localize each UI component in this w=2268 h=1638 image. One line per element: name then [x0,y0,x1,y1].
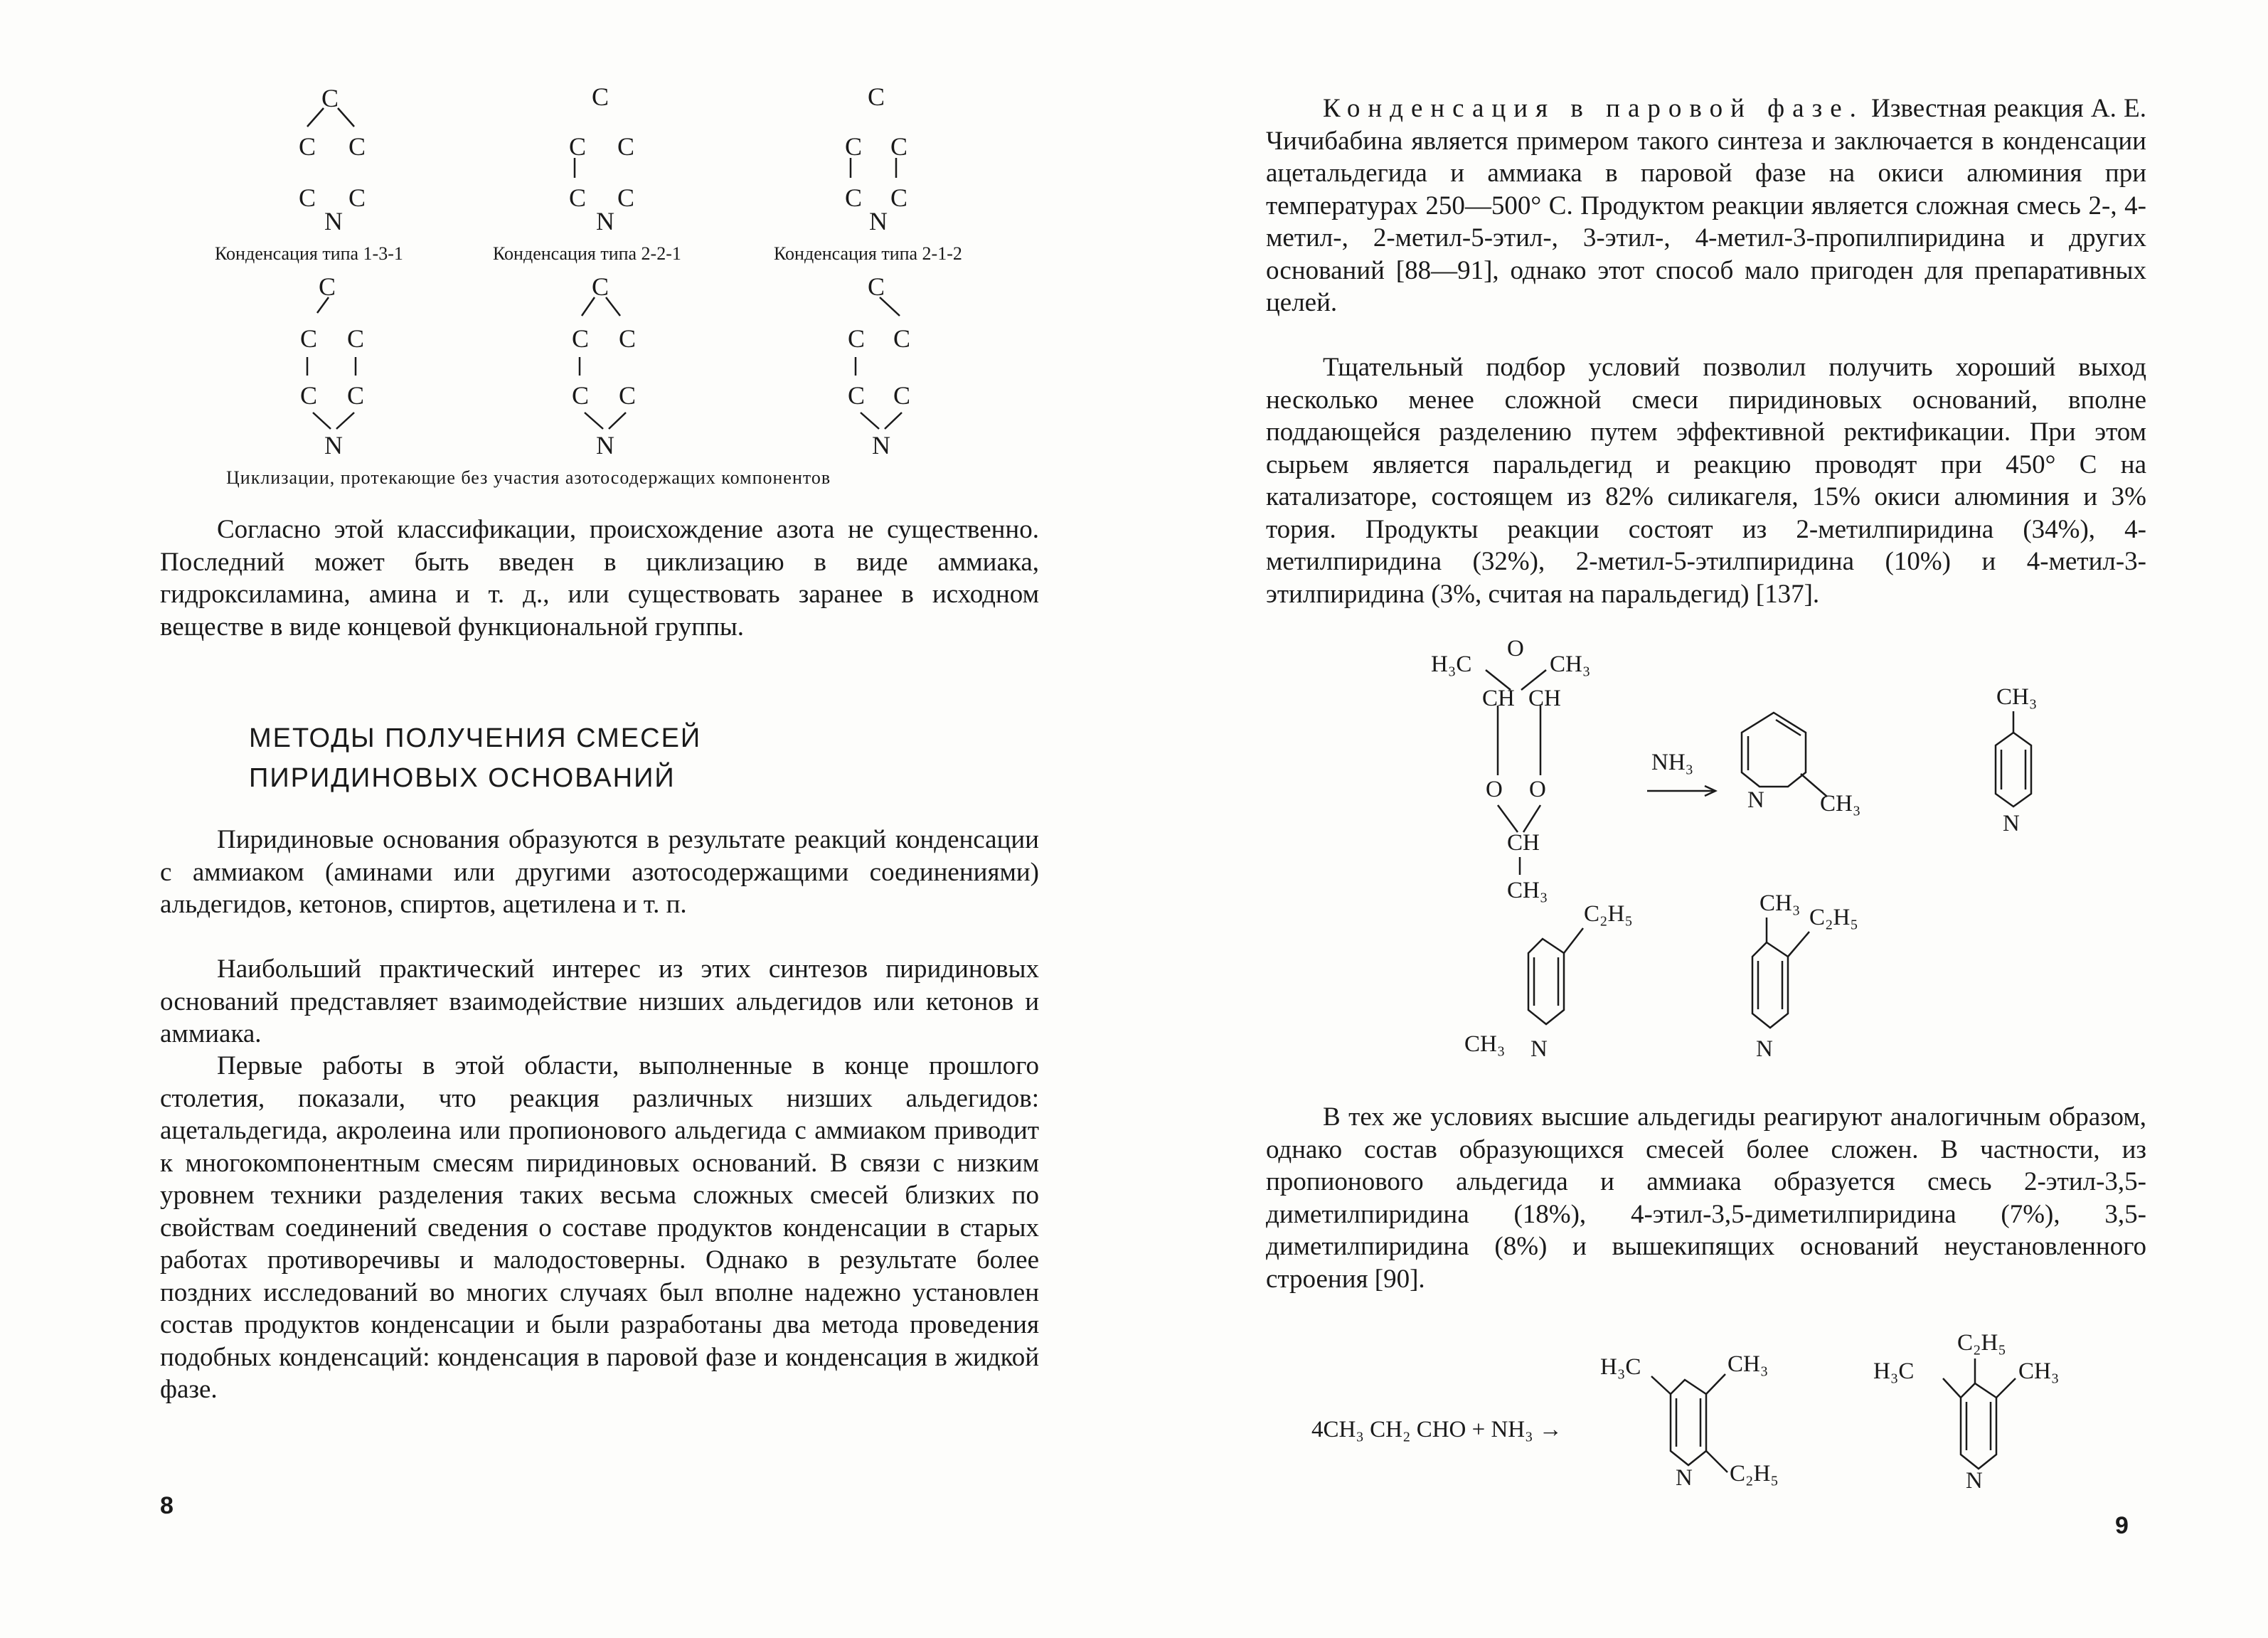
atom-labels [299,83,910,459]
heading-line-1: МЕТОДЫ ПОЛУЧЕНИЯ СМЕСЕЙ [249,723,702,753]
caption-2-1-2: Конденсация типа 2-1-2 [774,243,962,264]
page-number-left: 8 [160,1492,174,1519]
paragraph-1: Пиридиновые основания образуются в результате реакций конденсации с аммиаком (аминами или другими азотосодержащими соединениями) альдегидов, кетонов, спиртов, ацетилена и т. п. [160,825,1039,919]
svg-text:CH₃: CH₃ [1550,652,1591,677]
svg-text:N: N [1530,1036,1548,1062]
svg-text:C: C [890,184,908,212]
svg-text:C: C [848,381,866,410]
section-heading [249,718,701,798]
svg-text:CH₃: CH₃ [1507,878,1548,903]
svg-text:C: C [321,84,339,112]
svg-text:C: C [348,132,366,161]
svg-text:C: C [300,381,318,410]
vapor-phase-paragraph: Конденсация в паровой фазе. Известная реакция А. Е. Чичибабина является примером такого синтеза и заключается в конденсации ацетальдегида и аммиака в паровой фазе на окиси алюминия при температурах 250—500° С. Продуктом реакции является сложная смесь 2-, 4-метил-, 2-метил-5-этил-, 3-этил-, 4-метил-3-пропилпиридина и других оснований [88—91], однако этот способ мало пригоден для препаративных целей. [1266,94,2147,317]
caption-1-3-1: Конденсация типа 1-3-1 [215,243,403,264]
svg-text:N: N [596,431,614,459]
svg-text:C: C [845,184,863,212]
svg-text:C: C [299,132,316,161]
svg-text:C: C [347,381,365,410]
svg-text:CH: CH [1482,686,1515,711]
svg-text:C: C [848,324,866,353]
svg-text:C: C [569,132,587,161]
svg-text:C: C [299,184,316,212]
paraldehyde-scheme [1134,640,2268,1095]
caption-2-2-1: Конденсация типа 2-2-1 [493,243,681,264]
svg-text:C: C [347,324,365,353]
svg-text:O: O [1529,777,1546,802]
svg-text:N: N [1966,1468,1983,1494]
svg-text:N: N [2003,811,2020,836]
svg-text:C: C [572,381,590,410]
figure-captions [215,243,962,264]
svg-text:C₂H₅: C₂H₅ [1809,905,1858,930]
svg-text:C: C [868,83,885,111]
higher-aldehydes-paragraph: В тех же условиях высшие альдегиды реагируют аналогичным образом, однако состав образующихся смесей более сложен. В частности, из пропионового альдегида и аммиака образуется смесь 2-этил-3,5-диметилпиридина (18%), 4-этил-3,5-диметилпиридина (7%), 3,5-диметилпиридина (8%) и вышекипящих оснований неустановленного строения [90]. [1266,1102,2146,1294]
page-number-right: 9 [2115,1512,2129,1539]
svg-text:C: C [890,132,908,161]
figure-footer: Циклизации, протекающие без участия азотосодержащих компонентов [226,467,831,488]
svg-text:C: C [893,381,911,410]
svg-text:H₃C: H₃C [1600,1354,1641,1380]
svg-text:CH₃: CH₃ [1996,684,2038,710]
paragraph-2: Наибольший практический интерес из этих синтезов пиридиновых оснований представляет взаимодействие низших альдегидов или кетонов и аммиака. [160,954,1039,1048]
svg-text:CH: CH [1528,686,1561,711]
svg-text:N: N [1756,1036,1773,1062]
svg-text:CH₃: CH₃ [1820,791,1861,817]
svg-text:N: N [1747,787,1764,813]
svg-text:C: C [592,272,609,301]
heading-line-2: ПИРИДИНОВЫХ ОСНОВАНИЙ [249,763,676,793]
svg-text:C: C [592,83,609,111]
svg-text:H₃C: H₃C [1873,1358,1915,1384]
vapor-phase-lead: Конденсация в паровой фазе. [1323,94,1864,123]
svg-text:C₂H₅: C₂H₅ [1730,1461,1779,1487]
paraldehyde-paragraph: Тщательный подбор условий позволил получить хороший выход несколько менее сложной смеси пиридиновых оснований, вполне поддающейся разделению путем эффективной ректификации. При этом сырьем является паральдегид и реакцию проводят при 450° С на катализаторе, состоящем из 82% силикагеля, 15% окиси алюминия и 3% тория. Продукты реакции состоят из 2-метилпиридина (34%), 4-метилпиридина (32%), 2-метил-5-этилпиридина (10%) и 4-метил-3-этилпиридина (3%, считая на паральдегид) [137]. [1266,353,2146,609]
paragraph-3: Первые работы в этой области, выполненные в конце прошлого столетия, показали, что реакция различных низших альдегидов: ацетальдегида, акролеина или пропионового альдегида с аммиаком приводит к многокомпонентным смесям пиридиновых оснований. В связи с низким уровнем техники разделения таких весьма сложных смесей близких по свойствам соединений сведения о составе продуктов конденсации в старых работах противоречивы и малодостоверны. Однако в результате более поздних исследований во многих случаях был вполне надежно установлен состав продуктов конденсации и были разработаны два метода проведения подобных конденсаций: конденсация в паровой фазе и конденсация в жидкой фазе. [160,1051,1039,1404]
svg-text:C: C [893,324,911,353]
svg-text:O: O [1486,777,1503,802]
svg-text:C: C [300,324,318,353]
svg-text:C: C [319,272,336,301]
svg-text:N: N [324,431,343,459]
svg-text:C: C [845,132,863,161]
svg-text:CH₃: CH₃ [1464,1031,1506,1057]
right-page [1134,0,2268,1638]
svg-text:H₃C: H₃C [1431,652,1472,677]
svg-text:N: N [869,207,888,235]
equation: 4CH₃ CH₂ CHO + NH₃ → [1311,1417,1562,1442]
svg-text:CH₃: CH₃ [1727,1351,1769,1377]
svg-text:C: C [617,184,635,212]
svg-text:O: O [1507,640,1524,661]
svg-text:C₂H₅: C₂H₅ [1957,1330,2006,1356]
svg-text:N: N [596,207,614,235]
svg-text:C₂H₅: C₂H₅ [1584,901,1633,927]
svg-text:N: N [324,207,343,235]
svg-text:CH₃: CH₃ [1759,890,1801,916]
svg-text:C: C [348,184,366,212]
propionaldehyde-scheme [1134,1309,2268,1536]
svg-text:C: C [619,381,637,410]
svg-text:N: N [1676,1465,1693,1491]
svg-text:C: C [572,324,590,353]
svg-text:N: N [872,431,890,459]
svg-text:C: C [569,184,587,212]
intro-paragraph: Согласно этой классификации, происхождение азота не существенно. Последний может быть введен в циклизацию в виде аммиака, гидроксиламина, амина и т. д., или существовать заранее в исходном веществе в виде концевой функциональной группы. [160,515,1039,642]
svg-text:CH₃: CH₃ [2018,1358,2060,1384]
svg-text:C: C [617,132,635,161]
svg-text:CH: CH [1507,830,1540,856]
svg-text:C: C [619,324,637,353]
svg-text:C: C [868,272,885,301]
cyclization-figure [0,0,1134,498]
svg-text:NH₃: NH₃ [1651,750,1694,775]
